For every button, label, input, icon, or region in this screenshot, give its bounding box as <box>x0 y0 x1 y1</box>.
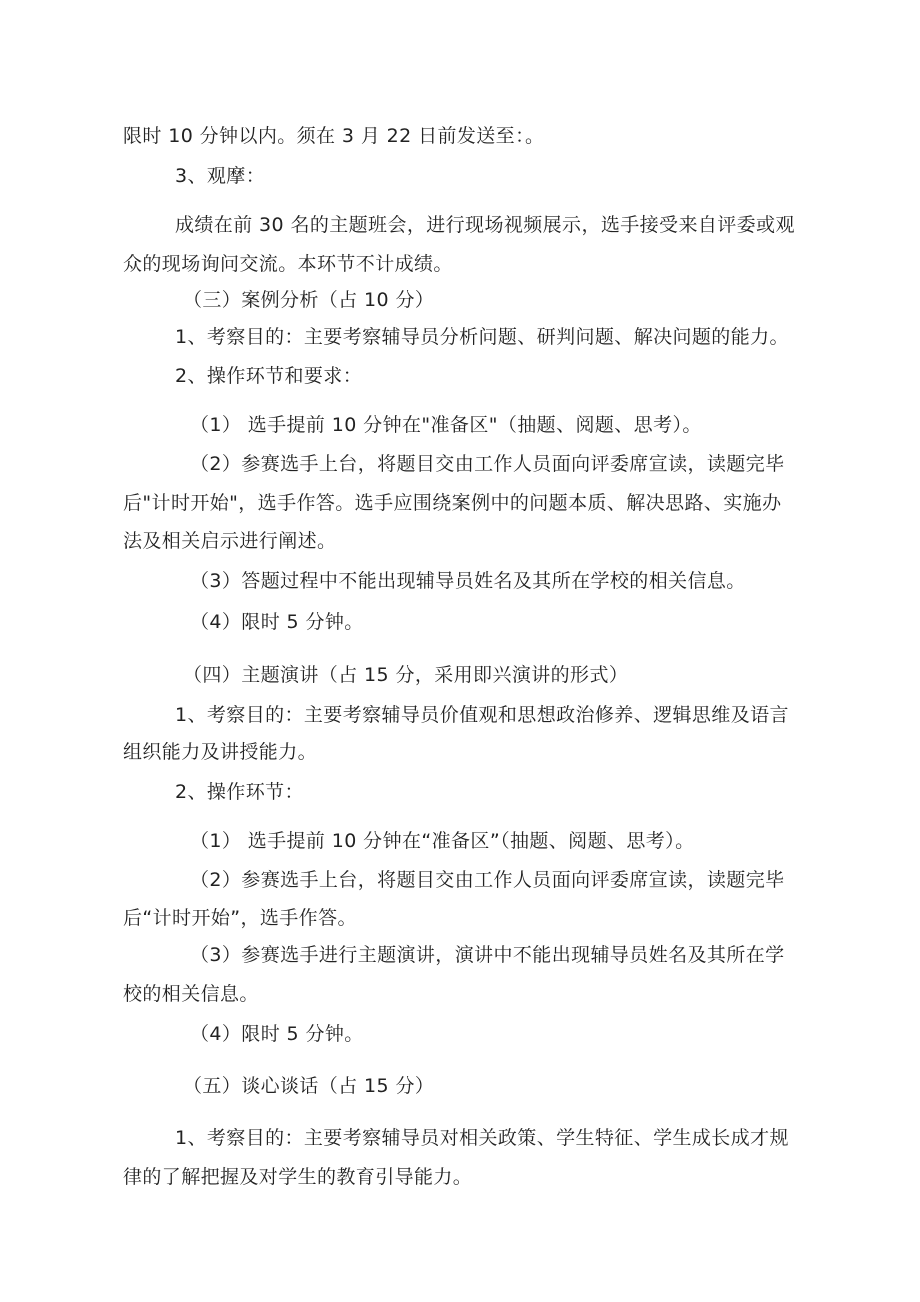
text-line: 成绩在前 30 名的主题班会，进行现场视频展示，选手接受来自评委或观 <box>175 214 795 236</box>
text-line: 律的了解把握及对学生的教育引导能力。 <box>123 1166 473 1188</box>
section-heading: 3、观摩： <box>175 165 266 187</box>
list-item: （4）限时 5 分钟。 <box>190 1023 364 1045</box>
text-line: 1、考察目的：主要考察辅导员对相关政策、学生特征、学生成长成才规 <box>175 1127 789 1149</box>
text-line: 校的相关信息。 <box>123 983 259 1005</box>
list-item: （1） 选手提前 10 分钟在"准备区"（抽题、阅题、思考）。 <box>190 414 702 436</box>
section-heading: （四）主题演讲（占 15 分，采用即兴演讲的形式） <box>183 664 629 686</box>
text-line: 组织能力及讲授能力。 <box>123 741 318 763</box>
text-line: 后“计时开始”，选手作答。 <box>123 907 357 929</box>
list-item: （1） 选手提前 10 分钟在“准备区”（抽题、阅题、思考）。 <box>190 830 695 852</box>
list-item: （3）参赛选手进行主题演讲，演讲中不能出现辅导员姓名及其所在学 <box>190 944 785 966</box>
list-item: （4）限时 5 分钟。 <box>190 611 364 633</box>
list-item: （3）答题过程中不能出现辅导员姓名及其所在学校的相关信息。 <box>190 570 746 592</box>
text-line: 限时 10 分钟以内。须在 3 月 22 日前发送至：。 <box>123 125 545 147</box>
text-line: 众的现场询问交流。本环节不计成绩。 <box>123 253 453 275</box>
text-line: 1、考察目的：主要考察辅导员价值观和思想政治修养、逻辑思维及语言 <box>175 704 789 726</box>
list-item: （2）参赛选手上台，将题目交由工作人员面向评委席宣读，读题完毕 <box>190 869 785 891</box>
text-line: 1、考察目的：主要考察辅导员分析问题、研判问题、解决问题的能力。 <box>175 326 789 348</box>
section-heading: （三）案例分析（占 10 分） <box>183 289 435 311</box>
list-item: （2）参赛选手上台，将题目交由工作人员面向评委席宣读，读题完毕 <box>190 453 785 475</box>
text-line: 后"计时开始"，选手作答。选手应围绕案例中的问题本质、解决思路、实施办 <box>123 492 782 514</box>
section-heading: 2、操作环节和要求： <box>175 365 363 387</box>
text-line: 法及相关启示进行阐述。 <box>123 530 337 552</box>
section-heading: 2、操作环节： <box>175 781 304 803</box>
section-heading: （五）谈心谈话（占 15 分） <box>183 1075 435 1097</box>
